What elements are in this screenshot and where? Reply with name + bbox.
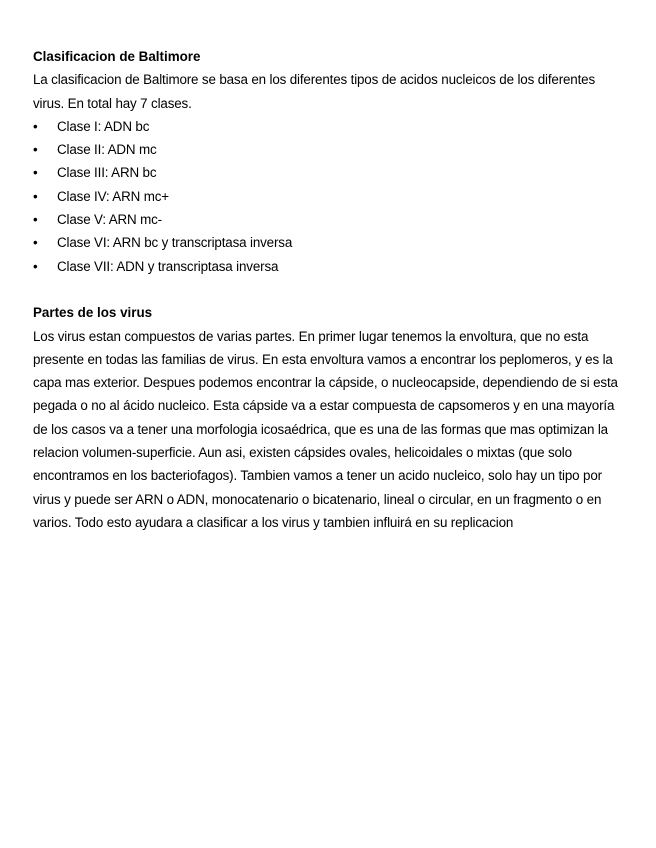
bullet-icon: • — [33, 235, 38, 251]
section-spacer — [33, 278, 625, 301]
bullet-icon: • — [33, 118, 38, 134]
list-item-text: Clase IV: ARN mc+ — [57, 188, 169, 204]
list-item-text: Clase VII: ADN y transcriptasa inversa — [57, 258, 279, 274]
bullet-icon: • — [33, 165, 38, 181]
list-item — [33, 208, 625, 231]
list-item — [33, 161, 625, 184]
list-item — [33, 138, 625, 161]
section-heading-baltimore: Clasificacion de Baltimore — [33, 49, 201, 64]
bullet-icon: • — [33, 212, 38, 228]
bullet-icon: • — [33, 258, 38, 274]
partes-body-paragraph: Los virus estan compuestos de varias partes. En primer lugar tenemos la envoltura, que no esta presente en todas las familias de virus. En esta envoltura vamos a encontrar los peplomeros, y es la capa mas exterior. Despues podemos encontrar la cápside, o nucleocapside, dependiendo de si esta pegada o no al ácido nucleico. Esta cápside va a estar compuesta de capsomeros y en una mayoría de los casos va a tener una morfologia icosaédrica, que es una de las formas que mas optimizan la relacion volumen-superficie. Aun asi, existen cápsides ovales, helicoidales o mixtas (que solo encontramos en los bacteriofagos). Tambien vamos a tener un acido nucleico, solo hay un tipo por virus y puede ser ARN o ADN, monocatenario o bicatenario, lineal o circular, en un fragmento o en varios. Todo esto ayudara a clasificar a los virus y tambien influirá en su replicacion — [33, 328, 618, 530]
list-item-text: Clase III: ARN bc — [57, 165, 157, 181]
bullet-icon: • — [33, 142, 38, 158]
baltimore-intro-paragraph: La clasificacion de Baltimore se basa en los diferentes tipos de acidos nucleicos de los diferentes virus. En total hay 7 clases. — [33, 72, 596, 111]
baltimore-class-list — [33, 115, 625, 278]
bullet-icon: • — [33, 188, 38, 204]
document-page — [33, 45, 625, 534]
list-item — [33, 115, 625, 138]
list-item-text: Clase II: ADN mc — [57, 142, 157, 158]
list-item-text: Clase V: ARN mc- — [57, 212, 162, 228]
list-item — [33, 185, 625, 208]
list-item-text: Clase VI: ARN bc y transcriptasa inversa — [57, 235, 293, 251]
list-item — [33, 231, 625, 254]
list-item-text: Clase I: ADN bc — [57, 118, 150, 134]
list-item — [33, 255, 625, 278]
section-heading-partes: Partes de los virus — [33, 305, 153, 321]
